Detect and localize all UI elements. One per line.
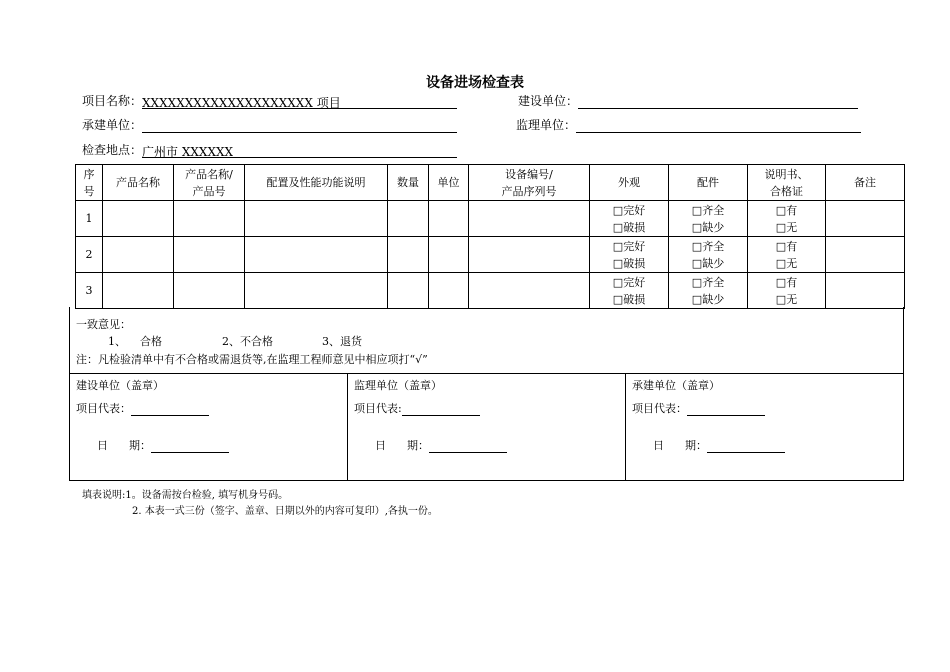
opinion-option-pass[interactable]: 1、 合格 (108, 335, 162, 348)
row-number: 3 (76, 273, 103, 309)
cell-config[interactable] (245, 273, 388, 309)
signature-supervisor (347, 374, 625, 480)
col-header-qty: 数量 (388, 165, 429, 201)
opinion-note: 注：凡检验清单中有不合格或需退货等,在监理工程师意见中相应项打“√” (76, 353, 428, 366)
cell-manual (748, 201, 826, 237)
checkbox-missing[interactable]: □缺少 (691, 220, 725, 234)
checkbox-yes[interactable]: □有 (775, 275, 798, 289)
contractor-date-label: 日 期： (652, 439, 707, 452)
checkbox-damaged[interactable]: □破损 (612, 256, 646, 270)
cell-unit[interactable] (429, 273, 469, 309)
cell-config[interactable] (245, 237, 388, 273)
checkbox-damaged[interactable]: □破损 (612, 292, 646, 306)
opinion-option-return[interactable]: 3、退货 (322, 335, 362, 348)
checkbox-yes[interactable]: □有 (775, 239, 798, 253)
col-header-appearance: 外观 (590, 165, 669, 201)
cell-product-name[interactable] (103, 201, 174, 237)
cell-config[interactable] (245, 201, 388, 237)
col-header-product-no: 产品名称/ 产品号 (174, 165, 245, 201)
fill-note-2: 2. 本表一式三份（签字、盖章、日期以外的内容可复印）,各执一份。 (132, 506, 438, 517)
checkbox-complete[interactable]: □齐全 (691, 275, 725, 289)
supervisor-rep-label: 项目代表: (354, 402, 402, 415)
checkbox-missing[interactable]: □缺少 (691, 256, 725, 270)
cell-remark[interactable] (826, 273, 905, 309)
cell-appearance (590, 201, 669, 237)
checkbox-no[interactable]: □无 (775, 292, 798, 306)
contractor-field[interactable] (142, 118, 457, 133)
col-header-no: 序 号 (76, 165, 103, 201)
col-header-remark: 备注 (826, 165, 905, 201)
cell-manual (748, 273, 826, 309)
project-name-value: XXXXXXXXXXXXXXXXXXXX 项目 (142, 96, 341, 110)
supervisor-date-row (354, 424, 507, 466)
checkbox-no[interactable]: □无 (775, 220, 798, 234)
builder-date-row (76, 424, 229, 466)
supervisor-row (516, 116, 861, 133)
builder-date-field[interactable] (151, 440, 229, 453)
supervisor-date-field[interactable] (429, 440, 507, 453)
builder-field[interactable] (578, 94, 858, 109)
builder-label: 建设单位： (518, 94, 579, 108)
cell-qty[interactable] (388, 237, 429, 273)
contractor-unit-label: 承建单位（盖章） (632, 379, 720, 392)
checkbox-complete[interactable]: □齐全 (691, 203, 725, 217)
checkbox-no[interactable]: □无 (775, 256, 798, 270)
cell-parts (669, 201, 748, 237)
cell-unit[interactable] (429, 237, 469, 273)
contractor-rep-field[interactable] (687, 403, 765, 416)
checkbox-good[interactable]: □完好 (612, 239, 646, 253)
cell-qty[interactable] (388, 273, 429, 309)
contractor-rep-label: 项目代表： (632, 402, 687, 415)
cell-product-name[interactable] (103, 237, 174, 273)
equipment-table (75, 164, 905, 309)
signature-section (69, 373, 904, 481)
cell-remark[interactable] (826, 201, 905, 237)
cell-product-no[interactable] (174, 237, 245, 273)
builder-rep-label: 项目代表： (76, 402, 131, 415)
table-row (76, 273, 905, 309)
col-header-unit: 单位 (429, 165, 469, 201)
cell-serial[interactable] (469, 237, 590, 273)
signature-contractor (625, 374, 903, 480)
project-name-label: 项目名称： (82, 94, 143, 108)
opinion-option-fail[interactable]: 2、不合格 (222, 335, 273, 348)
cell-remark[interactable] (826, 237, 905, 273)
builder-date-label: 日 期： (96, 439, 151, 452)
signature-builder (70, 374, 347, 480)
col-header-serial: 设备编号/ 产品序列号 (469, 165, 590, 201)
location-row (82, 141, 457, 158)
cell-parts (669, 273, 748, 309)
location-label: 检查地点： (82, 143, 143, 157)
supervisor-date-label: 日 期： (374, 439, 429, 452)
row-number: 1 (76, 201, 103, 237)
supervisor-field[interactable] (576, 118, 861, 133)
col-header-config: 配置及性能功能说明 (245, 165, 388, 201)
cell-qty[interactable] (388, 201, 429, 237)
contractor-row (82, 116, 457, 133)
location-value: 广州市 XXXXXX (142, 145, 234, 159)
cell-serial[interactable] (469, 201, 590, 237)
builder-row (518, 92, 858, 109)
form-title: 设备进场检查表 (426, 75, 524, 91)
table-header-row (76, 165, 905, 201)
checkbox-complete[interactable]: □齐全 (691, 239, 725, 253)
supervisor-label: 监理单位： (516, 118, 577, 132)
opinion-label: 一致意见： (76, 318, 131, 331)
builder-rep-field[interactable] (131, 403, 209, 416)
cell-product-no[interactable] (174, 273, 245, 309)
cell-product-no[interactable] (174, 201, 245, 237)
cell-appearance (590, 237, 669, 273)
contractor-date-row (632, 424, 785, 466)
builder-unit-label: 建设单位（盖章） (76, 379, 164, 392)
cell-parts (669, 237, 748, 273)
project-name-field[interactable] (142, 94, 457, 109)
cell-manual (748, 237, 826, 273)
cell-unit[interactable] (429, 201, 469, 237)
checkbox-yes[interactable]: □有 (775, 203, 798, 217)
table-row (76, 237, 905, 273)
checkbox-good[interactable]: □完好 (612, 275, 646, 289)
supervisor-rep-row (354, 400, 480, 416)
location-field[interactable] (142, 143, 457, 158)
cell-serial[interactable] (469, 273, 590, 309)
checkbox-good[interactable]: □完好 (612, 203, 646, 217)
contractor-label: 承建单位： (82, 118, 143, 132)
supervisor-unit-label: 监理单位（盖章） (354, 379, 442, 392)
table-row (76, 201, 905, 237)
fill-note-1: 填表说明:1。设备需按台检验, 填写机身号码。 (82, 490, 289, 501)
builder-rep-row (76, 400, 209, 416)
checkbox-damaged[interactable]: □破损 (612, 220, 646, 234)
cell-product-name[interactable] (103, 273, 174, 309)
col-header-product-name: 产品名称 (103, 165, 174, 201)
cell-appearance (590, 273, 669, 309)
col-header-parts: 配件 (669, 165, 748, 201)
contractor-date-field[interactable] (707, 440, 785, 453)
supervisor-rep-field[interactable] (402, 403, 480, 416)
col-header-manual: 说明书、 合格证 (748, 165, 826, 201)
opinion-section (69, 307, 904, 374)
checkbox-missing[interactable]: □缺少 (691, 292, 725, 306)
contractor-rep-row (632, 400, 765, 416)
row-number: 2 (76, 237, 103, 273)
project-name-row (82, 92, 457, 109)
